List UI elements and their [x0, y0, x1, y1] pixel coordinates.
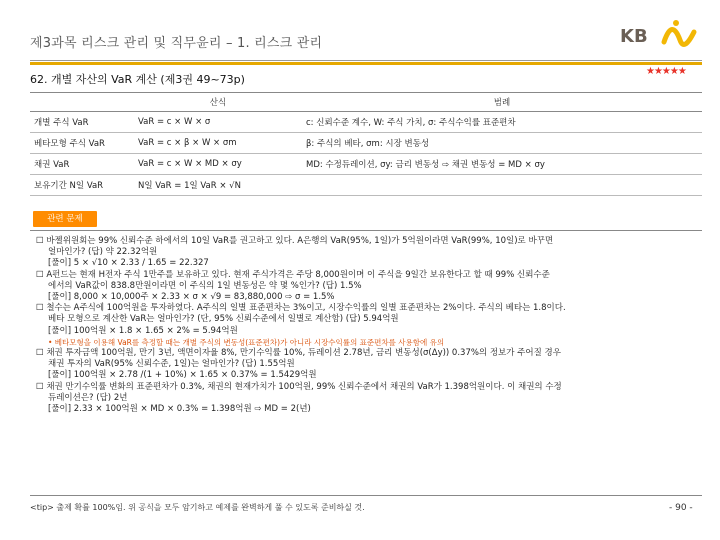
answer-line: 에서의 VaR값이 838.8만원이라면 이 주식의 1일 변동성은 약 몇 %인가? (답) 1.5%: [48, 280, 362, 291]
table-header-row: [30, 93, 702, 112]
table-header-legend: 범례: [302, 93, 702, 112]
kb-logo: [620, 14, 700, 54]
question-note: • 베타모형을 이용해 VaR를 측정할 때는 개별 주식의 변동성(표준편차)가 아니라 시장수익률의 표준편차를 사용함에 유의: [48, 337, 445, 347]
row-formula: N일 VaR = 1일 VaR × √N: [134, 175, 302, 196]
var-formula-table: [30, 92, 702, 196]
table-row: [30, 112, 702, 133]
answer-line: [풀이] 8,000 × 10,000주 × 2.33 × σ × √9 = 83,880,000 ⇨ σ = 1.5%: [48, 292, 335, 303]
answer-line: 얼마인가? (답) 약 22.32억원: [48, 247, 158, 258]
question-line: ☐ 철수는 A주식에 100억원을 투자하였다. A주식의 일별 표준편차는 3%이고, 시장수익률의 일별 표준편차는 2%이다. 주식의 베타는 1.8이다.: [36, 303, 566, 314]
kb-star-mark-icon: [654, 14, 700, 54]
question-line: ☐ 바젤위원회는 99% 신뢰수준 하에서의 10일 VaR를 권고하고 있다. A은행의 VaR(95%, 1일)가 5억원이라면 VaR(99%, 10일)로 바꾸면: [36, 236, 554, 246]
header-title: 제3과목 리스크 관리 및 직무윤리 – 1. 리스크 관리: [30, 36, 323, 51]
footer-divider: [30, 495, 702, 496]
row-formula: VaR = c × β × W × σm: [134, 133, 302, 154]
section-title: 62. 개별 자산의 VaR 계산 (제3권 49~73p): [30, 73, 245, 86]
row-formula: VaR = c × W × σ: [134, 112, 302, 133]
questions-list: [36, 236, 700, 415]
questions-divider: [30, 230, 702, 231]
footer-tip: <tip> 출제 확률 100%임. 위 공식을 모두 암기하고 예제를 완벽하게 풀 수 있도록 준비하실 것.: [30, 503, 365, 512]
row-legend: MD: 수정듀레이션, σy: 금리 변동성 ⇨ 채권 변동성 = MD × σy: [302, 154, 702, 175]
answer-line: [풀이] 100억원 × 1.8 × 1.65 × 2% = 5.94억원: [48, 325, 238, 336]
row-legend: c: 신뢰수준 계수, W: 주식 가치, σ: 주식수익률 표준편차: [302, 112, 702, 133]
table-header-blank: [30, 93, 134, 112]
importance-stars: ★★★★★: [646, 66, 686, 77]
table-row: [30, 133, 702, 154]
answer-line: [풀이] 2.33 × 100억원 × MD × 0.3% = 1.398억원 ⇨ MD = 2(년): [48, 404, 311, 415]
row-formula: VaR = c × W × MD × σy: [134, 154, 302, 175]
row-name: 채권 VaR: [30, 154, 134, 175]
table-header-formula: 산식: [134, 93, 302, 112]
row-name: 보유기간 N일 VaR: [30, 175, 134, 196]
question-line: ☐ 채권 투자금액 100억원, 만기 3년, 액면이자율 8%, 만기수익률 10%, 듀레이션 2.78년, 금리 변동성(σ(Δy)) 0.37%의 정보가 주어질 경우: [36, 348, 561, 359]
question-line: ☐ A펀드는 현재 H전자 주식 1만주를 보유하고 있다. 현재 주식가격은 주당 8,000원이며 이 주식을 9일간 보유한다고 할 때 99% 신뢰수준: [36, 269, 550, 280]
related-questions-badge: 관련 문제: [33, 211, 97, 227]
question-line: ☐ 채권 만기수익률 변화의 표준편차가 0.3%, 채권의 현재가치가 100억원, 99% 신뢰수준에서 채권의 VaR가 1.398억원이다. 이 채권의 수정: [36, 381, 562, 392]
answer-line: 듀레이션은? (답) 2년: [48, 392, 128, 403]
answer-line: [풀이] 5 × √10 × 2.33 / 1.65 = 22.327: [48, 258, 209, 269]
header-accent-bar: [30, 62, 702, 65]
page-number: - 90 -: [669, 503, 693, 513]
answer-line: 베타 모형으로 계산한 VaR는 얼마인가? (단, 95% 신뢰수준에서 일별로 계산함) (답) 5.94억원: [48, 314, 399, 325]
answer-line: 채권 투자의 VaR(95% 신뢰수준, 1일)는 얼마인가? (답) 1.55억원: [48, 359, 295, 370]
row-name: 개별 주식 VaR: [30, 112, 134, 133]
row-legend: β: 주식의 베타, σm: 시장 변동성: [302, 133, 702, 154]
kb-logo-text: KB: [620, 26, 648, 47]
table-row: [30, 154, 702, 175]
row-name: 베타모형 주식 VaR: [30, 133, 134, 154]
header-divider: [30, 60, 702, 61]
answer-line: [풀이] 100억원 × 2.78 /(1 + 10%) × 1.65 × 0.37% = 1.5429억원: [48, 370, 317, 381]
row-legend: [302, 175, 702, 196]
table-row: [30, 175, 702, 196]
